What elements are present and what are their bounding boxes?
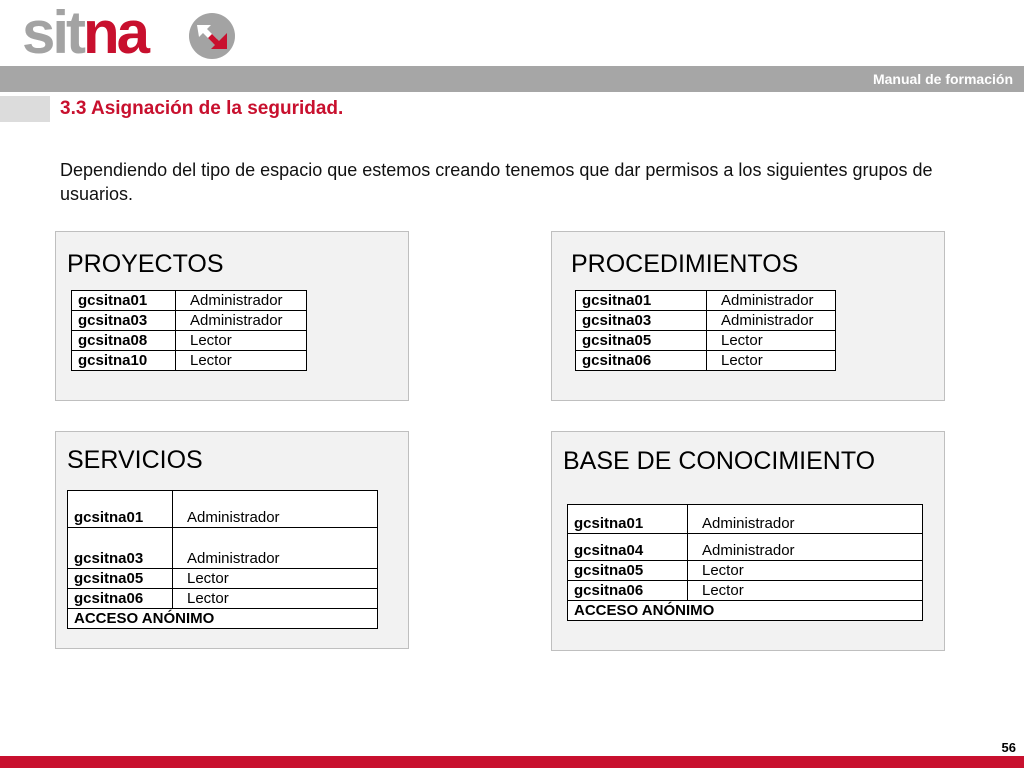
user-cell: gcsitna03 (72, 311, 176, 331)
user-cell: gcsitna03 (576, 311, 707, 331)
table-row (68, 491, 378, 528)
table-row (568, 505, 923, 534)
user-cell: gcsitna06 (576, 351, 707, 371)
logo-part-na: na (83, 0, 148, 66)
user-cell: gcsitna04 (568, 534, 688, 561)
table-row (576, 311, 836, 331)
table-row (568, 601, 923, 621)
sitna-logo (22, 0, 242, 66)
table-row (576, 291, 836, 311)
role-cell: Lector (176, 331, 307, 351)
page-number: 56 (1001, 740, 1016, 755)
logo-part-sit: sit (22, 0, 84, 66)
table-row (68, 569, 378, 589)
role-cell: Lector (176, 351, 307, 371)
role-cell: Lector (707, 331, 836, 351)
panel-procedimientos (551, 231, 945, 401)
panel-title: BASE DE CONOCIMIENTO (563, 447, 876, 475)
panel-title: PROCEDIMIENTOS (571, 250, 799, 278)
panel-base-conocimiento (551, 431, 945, 651)
user-cell: gcsitna03 (68, 528, 173, 569)
user-cell: gcsitna01 (68, 491, 173, 528)
footer-bar (0, 756, 1024, 768)
panel-servicios (55, 431, 409, 649)
user-cell: gcsitna06 (68, 589, 173, 609)
role-cell: Lector (173, 589, 378, 609)
user-cell: gcsitna06 (568, 581, 688, 601)
panel-title: PROYECTOS (67, 250, 224, 278)
role-cell: Administrador (688, 534, 923, 561)
table-row (68, 589, 378, 609)
anonymous-access-cell: ACCESO ANÓNIMO (68, 609, 378, 629)
table-row (568, 534, 923, 561)
header-bar (0, 66, 1024, 92)
user-cell: gcsitna01 (576, 291, 707, 311)
role-cell: Administrador (707, 291, 836, 311)
table-row (576, 351, 836, 371)
role-cell: Lector (688, 581, 923, 601)
intro-text: Dependiendo del tipo de espacio que estemos creando tenemos que dar permisos a los siguientes grupos de usuarios. (60, 160, 933, 204)
role-cell: Administrador (173, 528, 378, 569)
table-row (72, 351, 307, 371)
permissions-table (67, 490, 378, 629)
table-row (68, 528, 378, 569)
role-cell: Lector (173, 569, 378, 589)
section-title: 3.3 Asignación de la seguridad. (60, 98, 344, 119)
role-cell: Lector (688, 561, 923, 581)
manual-label: Manual de formación (872, 71, 1013, 87)
permissions-table (567, 504, 923, 621)
user-cell: gcsitna05 (576, 331, 707, 351)
sitna-arrows-icon (188, 12, 236, 60)
permissions-table (71, 290, 307, 371)
anonymous-access-cell: ACCESO ANÓNIMO (568, 601, 923, 621)
table-row (72, 331, 307, 351)
user-cell: gcsitna08 (72, 331, 176, 351)
table-row (568, 581, 923, 601)
role-cell: Administrador (176, 291, 307, 311)
user-cell: gcsitna01 (568, 505, 688, 534)
table-row (72, 291, 307, 311)
role-cell: Administrador (176, 311, 307, 331)
table-row (568, 561, 923, 581)
user-cell: gcsitna01 (72, 291, 176, 311)
permissions-table (575, 290, 836, 371)
user-cell: gcsitna10 (72, 351, 176, 371)
table-row (576, 331, 836, 351)
user-cell: gcsitna05 (68, 569, 173, 589)
title-marker (0, 96, 50, 122)
role-cell: Administrador (707, 311, 836, 331)
logo-wordmark (22, 0, 147, 66)
role-cell: Administrador (173, 491, 378, 528)
role-cell: Lector (707, 351, 836, 371)
table-row (68, 609, 378, 629)
panel-title: SERVICIOS (67, 446, 203, 474)
panel-proyectos (55, 231, 409, 401)
user-cell: gcsitna05 (568, 561, 688, 581)
role-cell: Administrador (688, 505, 923, 534)
table-row (72, 311, 307, 331)
